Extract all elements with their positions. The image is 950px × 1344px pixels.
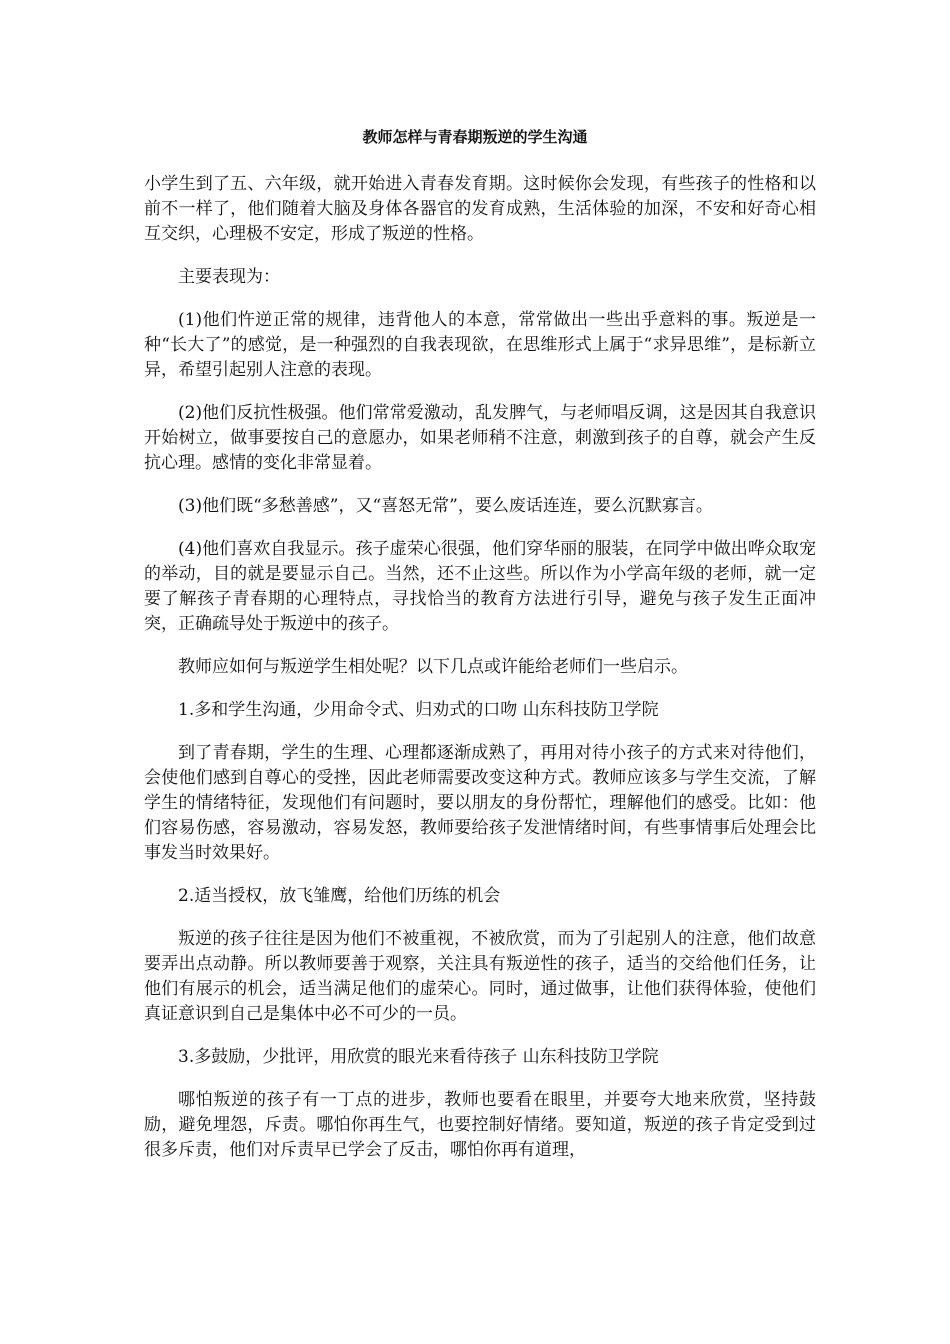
paragraph-section-1: 到了青春期，学生的生理、心理都逐渐成熟了，再用对待小孩子的方式来对待他们，会使他们感到自尊心的受挫，因此老师需要改变这种方式。教师应该多与学生交流，了解学生的情绪特征，发现他们有问题时，要以朋友的身份帮忙，理解他们的感受。比如：他们容易伤感，容易激动，容易发怒，教师要给孩子发泄情绪时间，有些事情事后处理会比事发当时效果好。 [144, 743, 816, 863]
paragraph-intro: 小学生到了五、六年级，就开始进入青春发育期。这时候你会发现，有些孩子的性格和以前不一样了，他们随着大脑及身体各器官的发育成熟，生活体验的加深，不安和好奇心相互交织，心理极不安定，形成了叛逆的性格。 [144, 174, 816, 244]
section-heading-3: 3.多鼓励，少批评，用欣赏的眼光来看待孩子 山东科技防卫学院 [178, 1047, 659, 1067]
paragraph-question: 教师应如何与叛逆学生相处呢？以下几点或许能给老师们一些启示。 [178, 657, 688, 677]
section-heading-1: 1.多和学生沟通，少用命令式、归劝式的口吻 山东科技防卫学院 [178, 700, 659, 720]
section-heading-2: 2.适当授权，放飞雏鹰，给他们历练的机会 [178, 886, 501, 906]
paragraph-section-3: 哪怕叛逆的孩子有一丁点的进步，教师也要看在眼里，并要夸大地来欣赏，坚持鼓励，避免埋怨，斥责。哪怕你再生气，也要控制好情绪。要知道，叛逆的孩子肯定受到过很多斥责，他们对斥责早已学会了反击，哪怕你再有道理， [144, 1090, 816, 1160]
paragraph-point-4: (4)他们喜欢自我显示。孩子虚荣心很强，他们穿华丽的服装，在同学中做出哗众取宠的举动，目的就是要显示自己。当然，还不止这些。所以作为小学高年级的老师，就一定要了解孩子青春期的心理特点，寻找恰当的教育方法进行引导，避免与孩子发生正面冲突，正确疏导处于叛逆中的孩子。 [144, 539, 816, 634]
document-body [144, 172, 816, 1181]
document-title: 教师怎样与青春期叛逆的学生沟通 [362, 128, 588, 146]
paragraph-point-1: (1)他们忤逆正常的规律，违背他人的本意，常常做出一些出乎意料的事。叛逆是一种“长大了”的感觉，是一种强烈的自我表现欲，在思维形式上属于“求异思维”，是标新立异，希望引起别人注意的表现。 [144, 310, 816, 380]
paragraph-section-2: 叛逆的孩子往往是因为他们不被重视，不被欣赏，而为了引起别人的注意，他们故意要弄出点动静。所以教师要善于观察，关注具有叛逆性的孩子，适当的交给他们任务，让他们有展示的机会，适当满足他们的虚荣心。同时，通过做事，让他们获得体验，使他们真证意识到自己是集体中必不可少的一员。 [144, 929, 816, 1024]
paragraph-main-manifestations: 主要表现为： [178, 267, 280, 287]
paragraph-point-3: (3)他们既“多愁善感”，又“喜怒无常”，要么废话连连，要么沉默寡言。 [178, 496, 713, 516]
paragraph-point-2: (2)他们反抗性极强。他们常常爱激动，乱发脾气，与老师唱反调，这是因其自我意识开始树立，做事要按自己的意愿办，如果老师稍不注意，刺激到孩子的自尊，就会产生反抗心理。感情的变化非常显着。 [144, 403, 816, 473]
